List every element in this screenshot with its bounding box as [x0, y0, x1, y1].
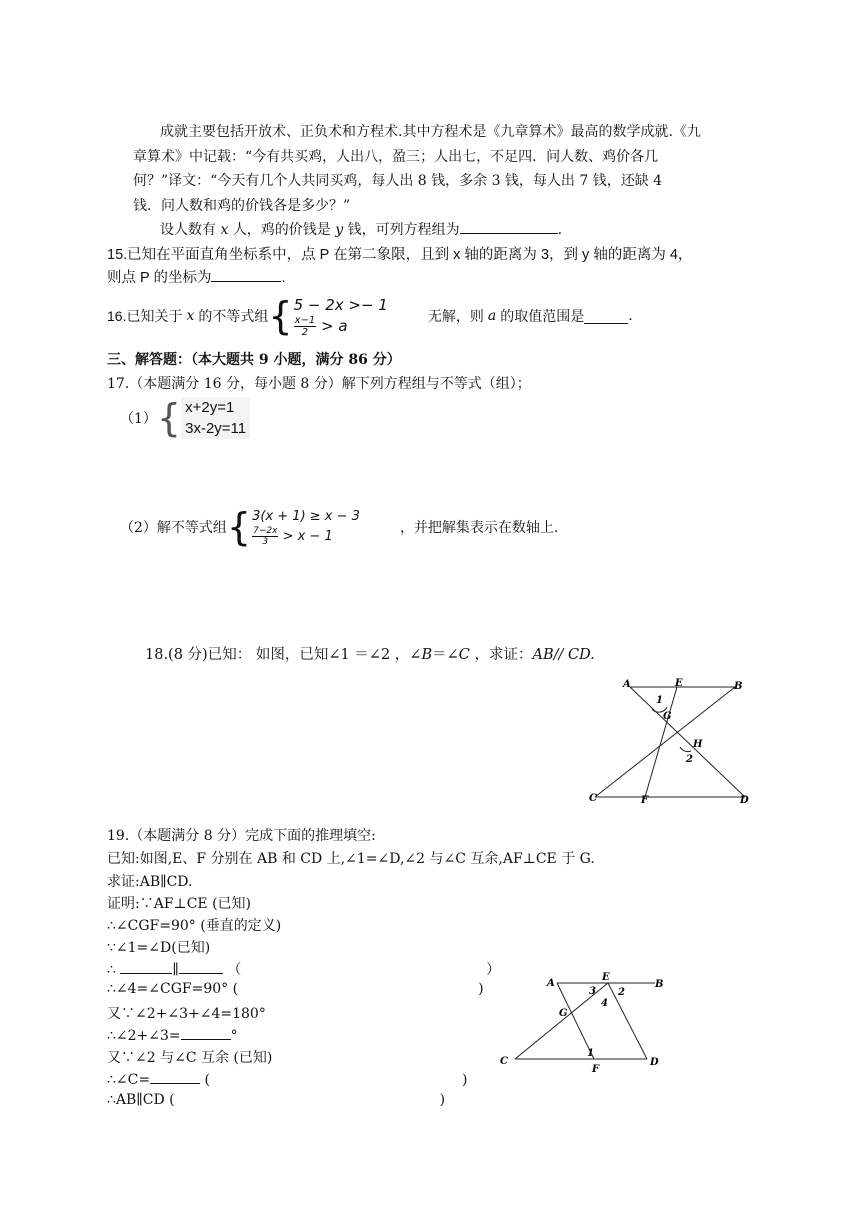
q14-line-4: 钱．问人数和鸡的价钱各是多少？” [133, 198, 351, 214]
line-ED [608, 983, 647, 1059]
q14-line-2: 章算术》中记载：“今有共买鸡，人出八，盈三；人出七，不足四．问人数、鸡价各几 [133, 149, 659, 165]
answer-blank-q16[interactable] [584, 309, 628, 324]
q14-line-3: 何？”译文：“今天有几个人共同买鸡，每人出 8 钱，多余 3 钱，每人出 7 钱，还缺 4 [133, 173, 663, 189]
label-G: G [663, 711, 672, 722]
q17-equation-1: x+2y=1 [185, 399, 235, 416]
label-E: E [602, 972, 610, 983]
label-3: 3 [589, 986, 596, 997]
line-AD [630, 687, 745, 797]
label-F: F [641, 795, 649, 806]
q15-line-1: 15.已知在平面直角坐标系中，点 P 在第二象限，且到 x 轴的距离为 3，到 y 轴的距离为 4， [107, 247, 693, 263]
q19-line-2: ∴∠CGF=90° (垂直的定义) [107, 918, 282, 934]
q19-line-7: ∴∠2+∠3= ° [107, 1025, 238, 1044]
label-C: C [589, 793, 597, 804]
blank-line-4a[interactable] [120, 959, 172, 974]
label-4: 4 [601, 998, 608, 1009]
label-E: E [675, 678, 683, 689]
blank-line-4b[interactable] [179, 959, 223, 974]
line-BC [595, 687, 735, 797]
q14-line-1: 成就主要包括开放术、正负术和方程术.其中方程术是《九章算术》最高的数学成就.《九 [160, 124, 701, 140]
label-G: G [559, 1008, 568, 1019]
brace-icon: { [226, 505, 252, 549]
q19-line-10: ∴AB∥CD ( ) [107, 1092, 446, 1108]
q17-intro: 17.（本题满分 16 分，每小题 8 分）解下列方程组与不等式（组）； [107, 376, 531, 392]
q17-inequality-1: 3(x + 1) ≥ x − 3 [252, 508, 360, 524]
q19-line-9: ∴∠C= ( ) [107, 1069, 467, 1088]
q17-part-1: （1） { x+2y=1 3x-2y=11 [120, 394, 250, 442]
label-A: A [623, 679, 631, 690]
q19-prove: 求证:AB∥CD. [107, 874, 193, 890]
q16: 16.已知关于 x 的不等式组 { 5 − 2x >− 1 $\frac{x-1}{2}$ > a 无解，则 a 的取值范围是 . [107, 294, 633, 338]
q17-inequality-2: $\frac{7-2x}{3}$ > x − 1 [253, 525, 333, 547]
answer-blank-q15[interactable] [211, 267, 281, 282]
label-B: B [734, 681, 743, 692]
answer-blank-q14[interactable] [460, 219, 558, 234]
q19-figure [495, 972, 675, 1077]
label-A: A [547, 978, 555, 989]
q19-line-1: 证明:∵AF⊥CE (已知) [107, 896, 252, 912]
blank-line-9[interactable] [150, 1069, 200, 1084]
label-F: F [592, 1064, 600, 1075]
q18-statement: 18.(8 分)已知： 如图，已知∠1 ＝∠2 ，∠B＝∠C ，求证：AB// CD. [145, 647, 595, 663]
label-D: D [650, 1057, 659, 1068]
label-1: 1 [587, 1048, 594, 1059]
q17-part-2: （2）解不等式组 { 3(x + 1) ≥ x − 3 $\frac{7-2x}{3}$ > x − 1 ，并把解集表示在数轴上. [120, 505, 559, 549]
angle-2-arc [680, 747, 691, 752]
q19-line-3: ∵∠1=∠D(已知) [107, 940, 211, 956]
q19-line-8: 又∵∠2 与∠C 互余 (已知) [107, 1050, 273, 1066]
q18-figure [585, 675, 760, 810]
q19-given: 已知:如图,E、F 分别在 AB 和 CD 上,∠1=∠D,∠2 与∠C 互余,AF⊥CE 于 G. [107, 851, 595, 867]
label-D: D [740, 795, 749, 806]
label-2: 2 [618, 987, 625, 998]
q15-line-2: 则点 P 的坐标为 . [107, 266, 286, 287]
q16-inequality-1: 5 − 2x >− 1 [293, 295, 388, 314]
q19-intro: 19.（本题满分 8 分）完成下面的推理填空: [107, 828, 376, 844]
q17-equation-2: 3x-2y=11 [185, 420, 247, 437]
brace-icon: { [156, 396, 182, 440]
q19-line-5: ∴∠4=∠CGF=90° ( ) [107, 981, 484, 997]
q14-line-5: 设人数有 x 人，鸡的价钱是 y 钱，可列方程组为 . [160, 219, 562, 239]
label-C: C [500, 1056, 508, 1067]
label-1: 1 [656, 695, 663, 706]
q19-line-6: 又∵∠2+∠3+∠4=180° [107, 1006, 266, 1022]
label-B: B [655, 979, 664, 990]
blank-line-7[interactable] [181, 1025, 231, 1040]
brace-icon: { [268, 294, 293, 338]
label-H: H [693, 739, 703, 750]
q16-inequality-2: $\frac{x-1}{2}$ > a [294, 314, 348, 338]
section-heading: 三、解答题：（本大题共 9 小题，满分 86 分） [107, 352, 401, 368]
q19-line-4: ∴ ∥ （ ） [107, 959, 500, 979]
label-2: 2 [686, 754, 693, 765]
